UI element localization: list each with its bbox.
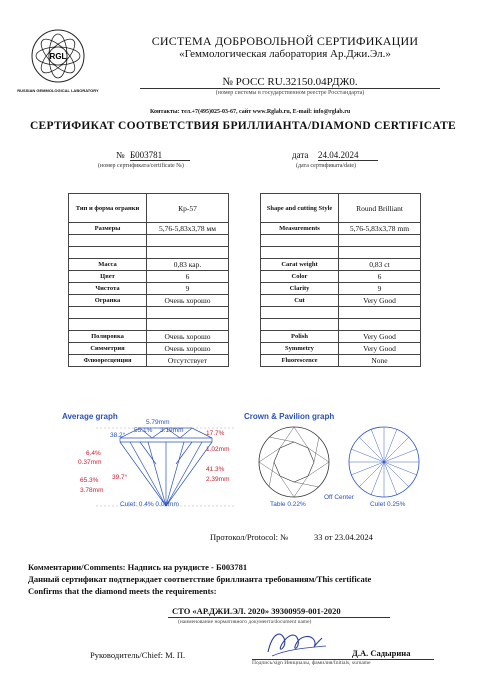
protocol-value: 33 от 23.04.2024	[314, 532, 373, 542]
avg-table-pct: 55.1%	[134, 427, 153, 434]
ru-label-cell: Огранка	[69, 295, 147, 307]
ru-value-cell: 9	[147, 283, 229, 295]
signature-mark	[262, 626, 332, 660]
table-row	[261, 194, 421, 223]
en-value-cell: 9	[339, 283, 421, 295]
standard-document: СТО «АР.ДЖИ.ЭЛ. 2020» 39300959-001-2020	[172, 606, 341, 616]
table-row	[69, 271, 229, 283]
certificate-title: СЕРТИФИКАТ СООТВЕТСТВИЯ БРИЛЛИАНТА/DIAMOND CERTIFICATE	[29, 120, 457, 132]
header-rule	[140, 88, 440, 89]
en-label-cell: Carat weight	[261, 259, 339, 271]
en-value-cell: 0,83 ct	[339, 259, 421, 271]
protocol-label: Протокол/Protocol: №	[210, 532, 289, 542]
rgl-logo-icon	[16, 22, 100, 106]
table-row	[69, 295, 229, 307]
avg-crown-mm: 1.02mm	[206, 446, 230, 453]
table-row	[69, 319, 229, 331]
en-value-cell: Round Brilliant	[339, 194, 421, 223]
table-row	[69, 259, 229, 271]
registration-number: № РОСС RU.32150.04РДЖ0.	[222, 76, 358, 88]
off-center-label: Off Center	[324, 494, 354, 501]
table-row	[261, 271, 421, 283]
table-row	[69, 247, 229, 259]
registration-caption: (номер системы в государственном реестре Росстандарта)	[215, 90, 365, 96]
en-label-cell: Polish	[261, 331, 339, 343]
chief-label: Руководитель/Chief: М. П.	[90, 650, 186, 660]
avg-table-mm: 3.19mm	[160, 427, 184, 434]
conformity-statement: Данный сертификат подтверждает соответствие бриллианта требованиям/This certificate	[28, 574, 372, 584]
culet-offset: Culet 0.25%	[370, 501, 406, 508]
standard-rule	[168, 617, 390, 618]
en-value-cell: 5,76-5,83x3,78 mm	[339, 223, 421, 235]
en-label-cell: Symmetry	[261, 343, 339, 355]
pavilion-view-diagram	[346, 424, 422, 500]
avg-diameter: 5.79mm	[146, 419, 170, 426]
cert-date-value: 24.04.2024	[318, 150, 378, 161]
en-label-cell: Fluorescence	[261, 355, 339, 367]
ru-label-cell: Чистота	[69, 283, 147, 295]
table-row	[69, 355, 229, 367]
en-label-cell	[261, 247, 339, 259]
logo-caption: RUSSIAN GEMMOLOGICAL LABORATORY	[17, 88, 99, 93]
table-row	[69, 194, 229, 223]
avg-crown-angle: 38.2°	[110, 432, 126, 439]
signature-caption: Подпись/sign Инициалы, фамилия/Initials, surname	[252, 660, 371, 666]
ru-value-cell: Очень хорошо	[147, 295, 229, 307]
ru-label-cell	[69, 307, 147, 319]
avg-girdle-pct: 6.4%	[86, 450, 101, 457]
ru-label-cell: Масса	[69, 259, 147, 271]
table-row	[261, 343, 421, 355]
ru-value-cell	[147, 235, 229, 247]
avg-pavilion-angle: 39.7°	[112, 474, 128, 481]
table-row	[69, 283, 229, 295]
ru-value-cell: Кр-57	[147, 194, 229, 223]
ru-value-cell: Отсутствует	[147, 355, 229, 367]
cert-number-caption: (номер сертификата/certificate №)	[98, 163, 184, 169]
en-value-cell	[339, 319, 421, 331]
table-row	[261, 235, 421, 247]
en-value-cell	[339, 247, 421, 259]
average-graph-title: Average graph	[62, 412, 118, 421]
signatory-name: Д.А. Садырина	[352, 648, 411, 658]
conformity-statement-2: Confirms that the diamond meets the requirements:	[28, 586, 217, 596]
table-row	[261, 307, 421, 319]
ru-label-cell: Флюоресценция	[69, 355, 147, 367]
en-label-cell	[261, 235, 339, 247]
comments-line: Комментарии/Comments: Надпись на рундисте - Б003781	[28, 562, 248, 572]
cert-date-label: дата	[292, 150, 309, 160]
table-row	[261, 259, 421, 271]
ru-value-cell: 0,83 кар.	[147, 259, 229, 271]
table-offset: Table 0.22%	[270, 501, 306, 508]
en-label-cell: Clarity	[261, 283, 339, 295]
ru-label-cell: Тип и форма огранки	[69, 194, 147, 223]
en-value-cell	[339, 235, 421, 247]
en-value-cell: Very Good	[339, 295, 421, 307]
en-label-cell: Cut	[261, 295, 339, 307]
table-row	[261, 283, 421, 295]
table-row	[261, 247, 421, 259]
avg-culet: Culet: 0.4% 0.02mm	[120, 501, 179, 508]
ru-label-cell	[69, 319, 147, 331]
rgl-logo	[16, 22, 100, 106]
avg-depth-pct: 65.3%	[80, 477, 99, 484]
header-system-title: СИСТЕМА ДОБРОВОЛЬНОЙ СЕРТИФИКАЦИИ	[151, 34, 419, 48]
avg-pavilion-pct: 41.3%	[206, 466, 225, 473]
ru-value-cell	[147, 247, 229, 259]
avg-girdle-mm: 0.37mm	[78, 459, 102, 466]
cert-number-label: №	[116, 150, 125, 160]
ru-label-cell: Цвет	[69, 271, 147, 283]
en-label-cell	[261, 319, 339, 331]
ru-value-cell	[147, 307, 229, 319]
table-row	[261, 223, 421, 235]
ru-label-cell	[69, 235, 147, 247]
en-value-cell: 6	[339, 271, 421, 283]
standard-caption: (наименование нормативного документа/document name)	[178, 619, 312, 625]
en-value-cell: Very Good	[339, 343, 421, 355]
header-lab-name: «Геммологическая лаборатория Ар.Джи.Эл.»	[179, 48, 391, 60]
en-label-cell	[261, 307, 339, 319]
table-row	[69, 307, 229, 319]
ru-label-cell: Полировка	[69, 331, 147, 343]
avg-pavilion-mm: 2.39mm	[206, 476, 230, 483]
table-row	[261, 295, 421, 307]
ru-value-cell: Очень хорошо	[147, 343, 229, 355]
contacts-line: Контакты: тел.+7(495)025-03-67, сайт www.Rglab.ru, E-mail: info@rglab.ru	[150, 109, 351, 115]
en-value-cell	[339, 307, 421, 319]
table-row	[69, 331, 229, 343]
en-label-cell: Shape and cutting Style	[261, 194, 339, 223]
ru-value-cell: 6	[147, 271, 229, 283]
avg-depth-mm: 3.78mm	[80, 487, 104, 494]
table-row	[69, 223, 229, 235]
crown-pavilion-title: Crown & Pavilion graph	[244, 412, 335, 421]
en-label-cell: Measurements	[261, 223, 339, 235]
ru-label-cell: Симметрия	[69, 343, 147, 355]
table-row	[261, 331, 421, 343]
en-value-cell: None	[339, 355, 421, 367]
cert-date-caption: (дата сертификата/date)	[296, 163, 357, 169]
avg-crown-pct: 17.7%	[206, 430, 225, 437]
characteristics-table-ru	[68, 193, 229, 367]
table-row	[69, 343, 229, 355]
table-row	[69, 235, 229, 247]
en-value-cell: Very Good	[339, 331, 421, 343]
crown-view-diagram	[256, 424, 332, 500]
characteristics-table-en	[260, 193, 421, 367]
table-row	[261, 355, 421, 367]
svg-text:RGL: RGL	[49, 52, 67, 61]
cert-number-value: Б003781	[130, 150, 190, 161]
ru-value-cell: Очень хорошо	[147, 331, 229, 343]
en-label-cell: Color	[261, 271, 339, 283]
ru-label-cell	[69, 247, 147, 259]
ru-value-cell	[147, 319, 229, 331]
table-row	[261, 319, 421, 331]
ru-label-cell: Размеры	[69, 223, 147, 235]
ru-value-cell: 5,76-5,83x3,78 мм	[147, 223, 229, 235]
